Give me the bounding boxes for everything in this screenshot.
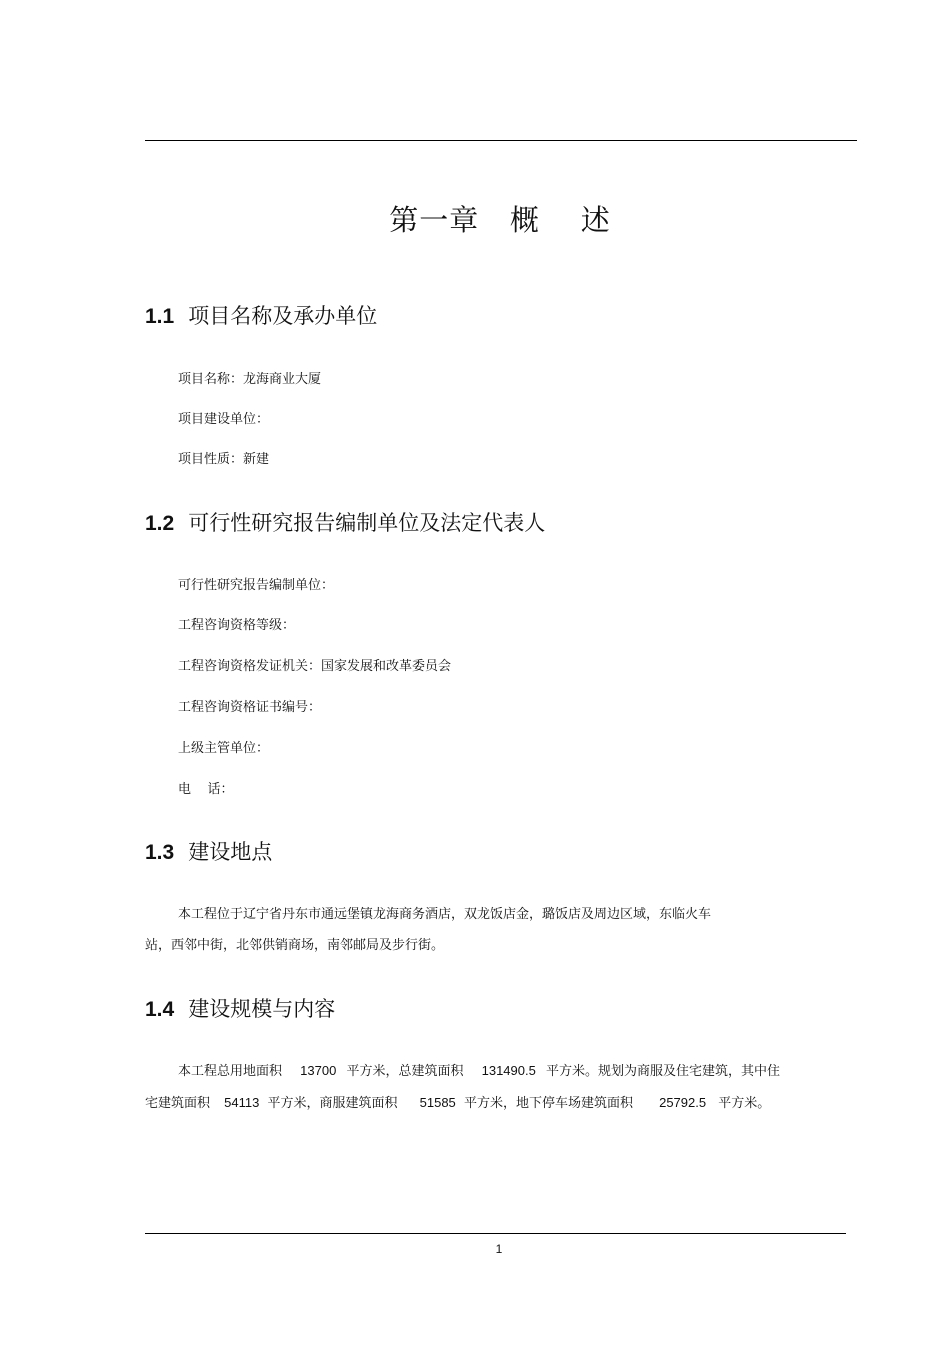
text-segment: 平方米。 (718, 1096, 771, 1111)
phone-line: 电 话： (178, 782, 234, 797)
section-number: 1.3 (145, 841, 175, 864)
section-number: 1.4 (145, 998, 175, 1021)
commercial-area: 51585 (419, 1095, 456, 1110)
text-segment: 本工程总用地面积 (178, 1064, 283, 1079)
section-title: 建设地点 (188, 840, 273, 864)
section-heading-1-1 (145, 300, 377, 330)
project-builder-line: 项目建设单位： (178, 412, 270, 427)
section-title: 可行性研究报告编制单位及法定代表人 (188, 511, 546, 535)
project-name-line: 项目名称：龙海商业大厦 (178, 372, 322, 387)
report-unit-line: 可行性研究报告编制单位： (178, 578, 335, 593)
residential-area: 54113 (224, 1095, 260, 1110)
total-building-area: 131490.5 (481, 1063, 536, 1078)
project-nature-line: 项目性质：新建 (178, 452, 270, 467)
section-heading-1-3 (145, 836, 272, 866)
text-segment: 平方米，地下停车场建筑面积 (463, 1096, 633, 1111)
total-land-area: 13700 (300, 1063, 337, 1078)
section-heading-1-2 (145, 507, 545, 537)
section-title: 建设规模与内容 (188, 997, 336, 1021)
location-paragraph-line-2: 站，西邻中街，北邻供销商场，南邻邮局及步行街。 (145, 938, 445, 953)
footer-rule (145, 1233, 846, 1234)
text-segment: 宅建筑面积 (145, 1096, 211, 1111)
scale-paragraph-line-2 (145, 1092, 770, 1111)
text-segment: 平方米，总建筑面积 (346, 1064, 464, 1079)
section-heading-1-4 (145, 993, 335, 1023)
section-number: 1.2 (145, 512, 175, 535)
header-rule (145, 140, 857, 141)
parking-area: 25792.5 (659, 1095, 707, 1110)
qualification-level-line: 工程咨询资格等级： (178, 618, 296, 633)
issuing-authority-line: 工程咨询资格发证机关：国家发展和改革委员会 (178, 659, 452, 674)
supervisor-unit-line: 上级主管单位： (178, 741, 270, 756)
text-segment: 平方米。规划为商服及住宅建筑，其中住 (545, 1064, 780, 1079)
certificate-number-line: 工程咨询资格证书编号： (178, 700, 322, 715)
location-paragraph-line-1: 本工程位于辽宁省丹东市通远堡镇龙海商务酒店，双龙饭店金，璐饭店及周边区域，东临火车 (178, 907, 712, 922)
text-segment: 平方米，商服建筑面积 (267, 1096, 398, 1111)
scale-paragraph-line-1 (178, 1060, 780, 1079)
page-number: 1 (495, 1242, 503, 1256)
section-title: 项目名称及承办单位 (188, 304, 378, 328)
section-number: 1.1 (145, 305, 175, 328)
chapter-title: 第一章 概 述 (389, 203, 611, 237)
